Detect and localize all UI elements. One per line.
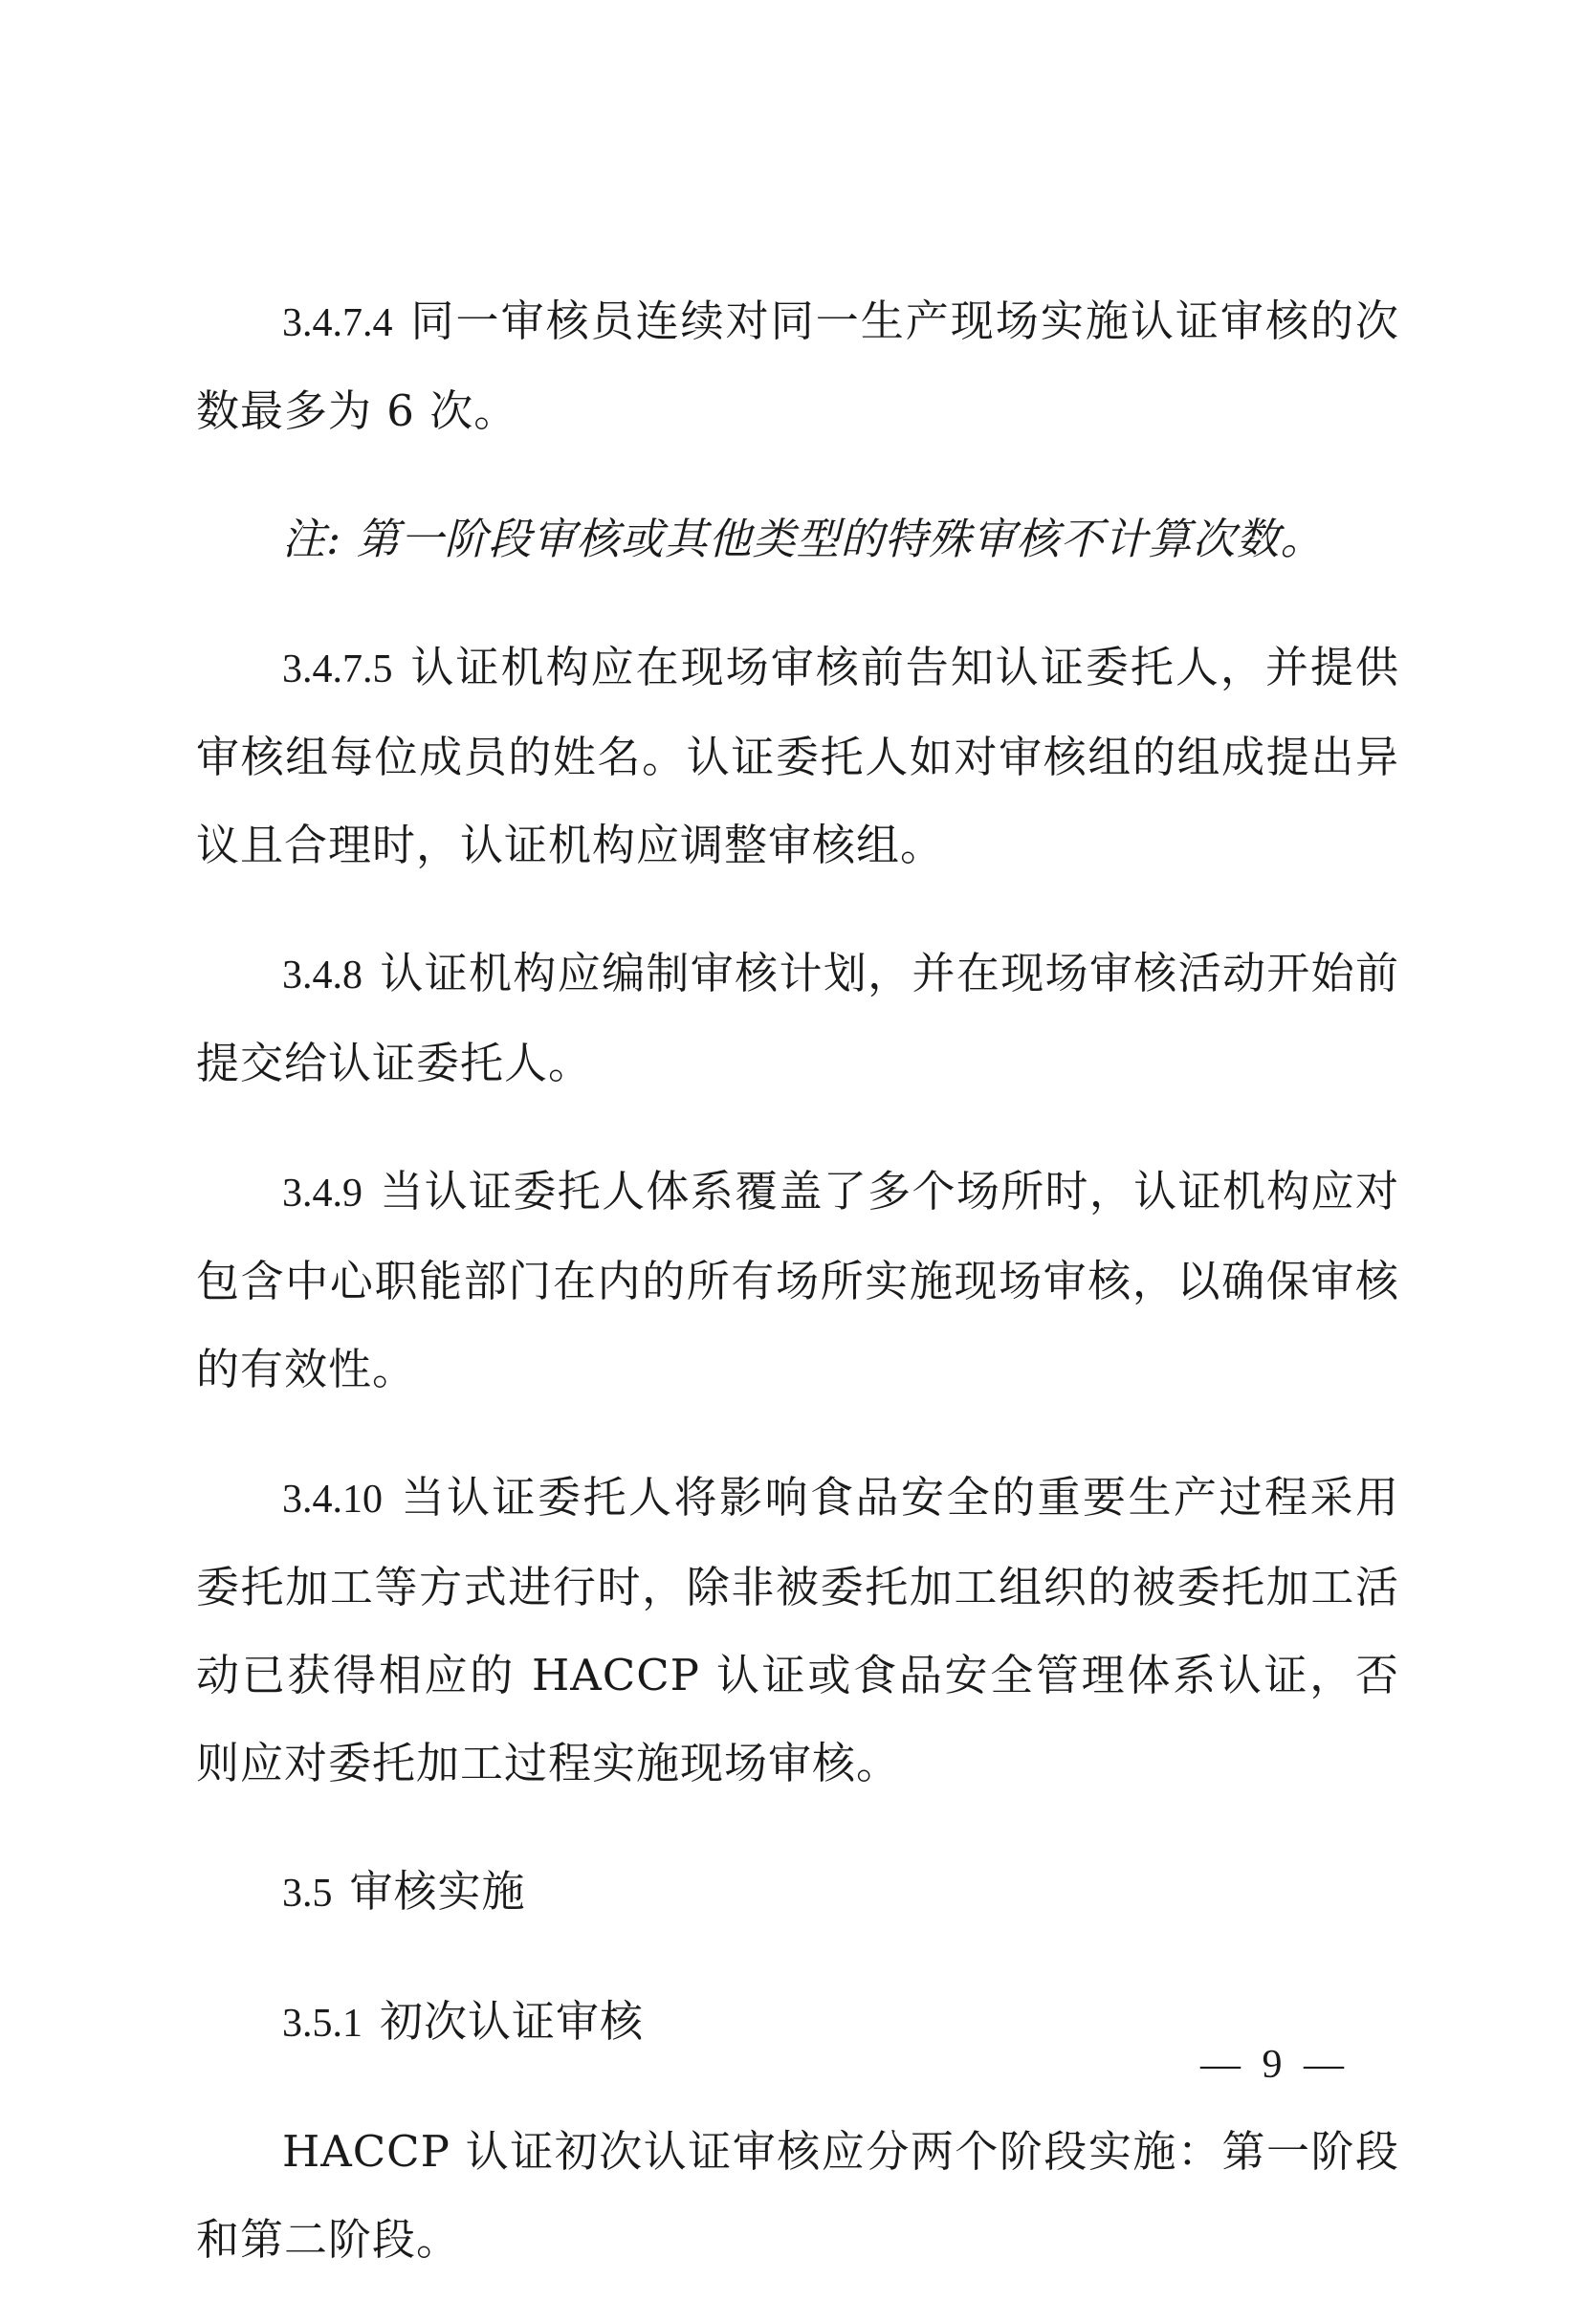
paragraph-3-4-10 [196,1454,1399,1808]
paragraph-3-4-9 [196,1148,1399,1414]
note-paragraph [196,495,1399,583]
clause-number: 3.4.10 [282,1478,383,1522]
heading-text: 初次认证审核 [380,1996,645,2047]
paragraph-text: 同一审核员连续对同一生产现场实施认证审核的次数最多为 6 次。 [196,296,1399,436]
paragraph-text: 认证机构应在现场审核前告知认证委托人，并提供审核组每位成员的姓名。认证委托人如对审核组的组成提出异议且合理时，认证机构应调整审核组。 [196,642,1399,870]
paragraph-haccp-initial [196,2108,1399,2284]
paragraph-text: 当认证委托人将影响食品安全的重要生产过程采用委托加工等方式进行时，除非被委托加工组织的被委托加工活动已获得相应的 HACCP 认证或食品安全管理体系认证，否则应对委托加工过程实施现场审核。 [196,1472,1399,1788]
paragraph-3-4-7-5 [196,624,1399,889]
clause-number: 3.5.1 [282,2002,363,2046]
clause-number: 3.4.7.4 [282,301,393,345]
clause-number: 3.4.7.5 [282,647,393,691]
document-body [196,277,1399,2324]
paragraph-text: HACCP 认证初次认证审核应分两个阶段实施：第一阶段和第二阶段。 [196,2126,1399,2265]
paragraph-3-4-8 [196,930,1399,1107]
paragraph-text: 认证机构应编制审核计划，并在现场审核活动开始前提交给认证委托人。 [196,948,1399,1088]
clause-number: 3.4.9 [282,1172,363,1216]
page-number: — 9 — [1200,2043,1350,2087]
paragraph-3-4-7-4 [196,277,1399,455]
section-heading-3-5 [196,1848,1399,1938]
clause-number: 3.4.8 [282,954,363,998]
paragraph-text: 当认证委托人体系覆盖了多个场所时，认证机构应对包含中心职能部门在内的所有场所实施现场审核，以确保审核的有效性。 [196,1166,1399,1394]
heading-text: 审核实施 [349,1866,526,1917]
paragraph-text: 注: 第一阶段审核或其他类型的特殊审核不计算次数。 [282,514,1325,564]
clause-number: 3.5 [282,1872,333,1916]
